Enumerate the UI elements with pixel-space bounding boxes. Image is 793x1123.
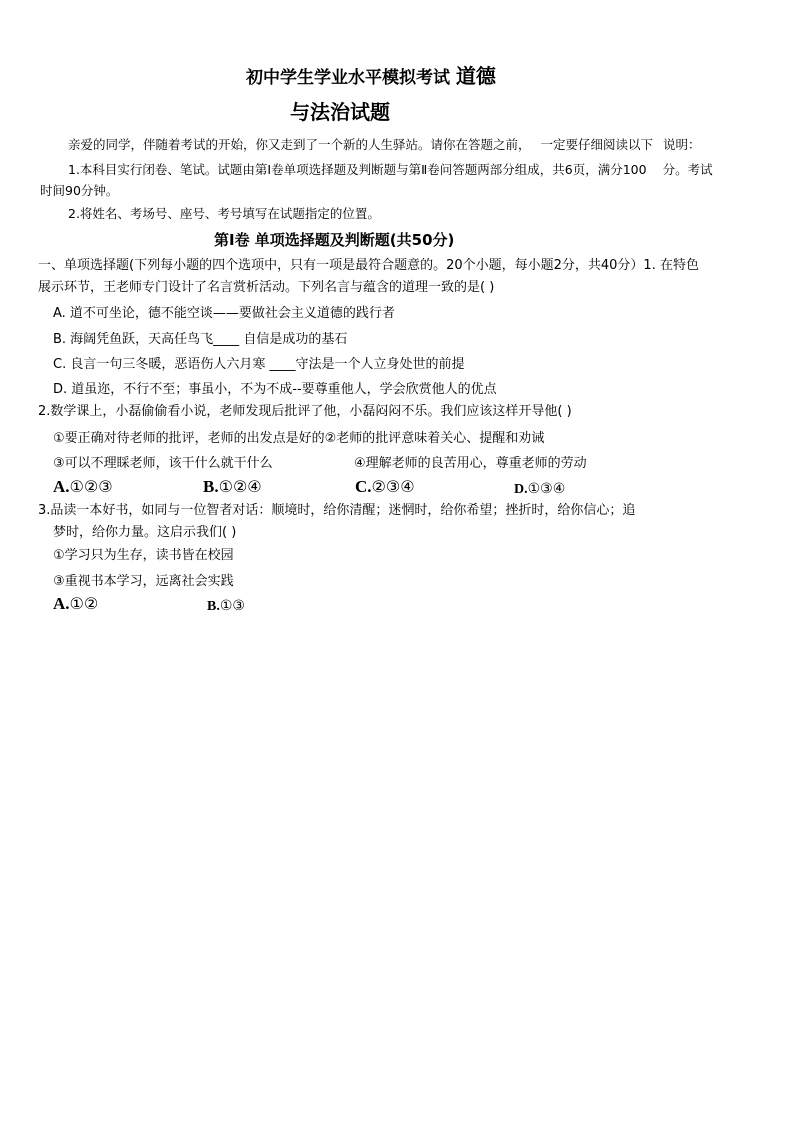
- q2-option-a-letter: A.: [53, 477, 70, 496]
- q3-stem-line2: 梦时，给你力量。这启示我们( ): [53, 525, 237, 540]
- q1-option-c: C. 良言一句三冬暖，恶语伤人六月寒 ____守法是一个人立身处世的前提: [53, 357, 465, 372]
- q2-option-b-value: ①②④: [218, 477, 262, 496]
- q2-option-a-value: ①②③: [69, 477, 113, 496]
- exam-title-text: 初中学生学业水平模拟考试: [246, 68, 450, 88]
- q3-option-a-value: ①②: [69, 594, 99, 613]
- q2-option-a: [53, 477, 113, 497]
- exam-title-line1: [246, 64, 496, 90]
- intro-greeting: [68, 136, 701, 154]
- intro-greeting-tail: 一定要仔细阅读以下: [540, 137, 654, 152]
- q3-option-a-letter: A.: [53, 594, 70, 613]
- exam-title-line2: 与法治试题: [290, 100, 390, 124]
- q1-option-d: D. 道虽迩，不行不至；事虽小，不为不成--要尊重他人，学会欣赏他人的优点: [53, 382, 497, 397]
- intro-item2: 2.将姓名、考场号、座号、考号填写在试题指定的位置。: [68, 206, 380, 221]
- q3-option-b: [207, 596, 245, 617]
- q1-option-a: A. 道不可坐论，德不能空谈——要做社会主义道德的践行者: [53, 306, 395, 321]
- q3-option-a: [53, 594, 98, 614]
- q1-stem-line1: 一、单项选择题(下列每小题的四个选项中，只有一项是最符合题意的。20个小题，每小题2分，共40分）1. 在特色: [38, 258, 699, 273]
- intro-item1: [68, 161, 713, 179]
- section-title: 第Ⅰ卷 单项选择题及判断题(共50分): [214, 231, 455, 249]
- q1-option-b: B. 海阔凭鱼跃，天高任鸟飞____ 自信是成功的基石: [53, 332, 348, 347]
- q3-option-b-letter: B.: [207, 599, 220, 614]
- q1-stem-line2: 展示环节，王老师专门设计了名言赏析活动。下列名言与蕴含的道理一致的是( ): [38, 280, 495, 295]
- q3-statement-3: ③重视书本学习，远离社会实践: [53, 574, 234, 589]
- q2-option-c-value: ②③④: [371, 477, 415, 496]
- q2-statements-1-2: ①要正确对待老师的批评，老师的出发点是好的②老师的批评意味着关心、提醒和劝诫: [53, 431, 545, 446]
- q2-option-c-letter: C.: [355, 477, 372, 496]
- q2-option-d-letter: D.: [514, 482, 528, 497]
- q2-option-c: [355, 477, 415, 497]
- q3-stem-line1: 3.品读一本好书，如同与一位智者对话：顺境时，给你清醒；迷惘时，给你希望；挫折时，给你信心；追: [38, 503, 636, 518]
- q2-option-b: [203, 477, 262, 497]
- q2-option-d-value: ①③④: [527, 481, 566, 497]
- intro-item1-tail: 分。考试: [662, 162, 713, 177]
- intro-item1-cont: 时间90分钟。: [40, 183, 119, 198]
- q3-statement-1: ①学习只为生存，读书皆在校园: [53, 548, 234, 563]
- intro-greeting-end: 说明：: [663, 137, 701, 152]
- q2-statement-3: ③可以不理睬老师，该干什么就干什么: [53, 456, 273, 471]
- q2-option-b-letter: B.: [203, 477, 219, 496]
- exam-subject-text: 道德: [455, 64, 496, 88]
- intro-item1-text: 1.本科目实行闭卷、笔试。试题由第Ⅰ卷单项选择题及判断题与第Ⅱ卷问答题两部分组成，共6页，满分100: [68, 162, 647, 177]
- q2-stem: 2.数学课上，小磊偷偷看小说，老师发现后批评了他，小磊闷闷不乐。我们应该这样开导他( ): [38, 404, 572, 419]
- intro-greeting-text: 亲爱的同学，伴随着考试的开始，你又走到了一个新的人生驿站。请你在答题之前，: [68, 137, 531, 152]
- q2-option-d: [514, 479, 565, 500]
- q2-statement-4: ④理解老师的良苦用心，尊重老师的劳动: [354, 456, 587, 471]
- q3-option-b-value: ①③: [219, 598, 245, 614]
